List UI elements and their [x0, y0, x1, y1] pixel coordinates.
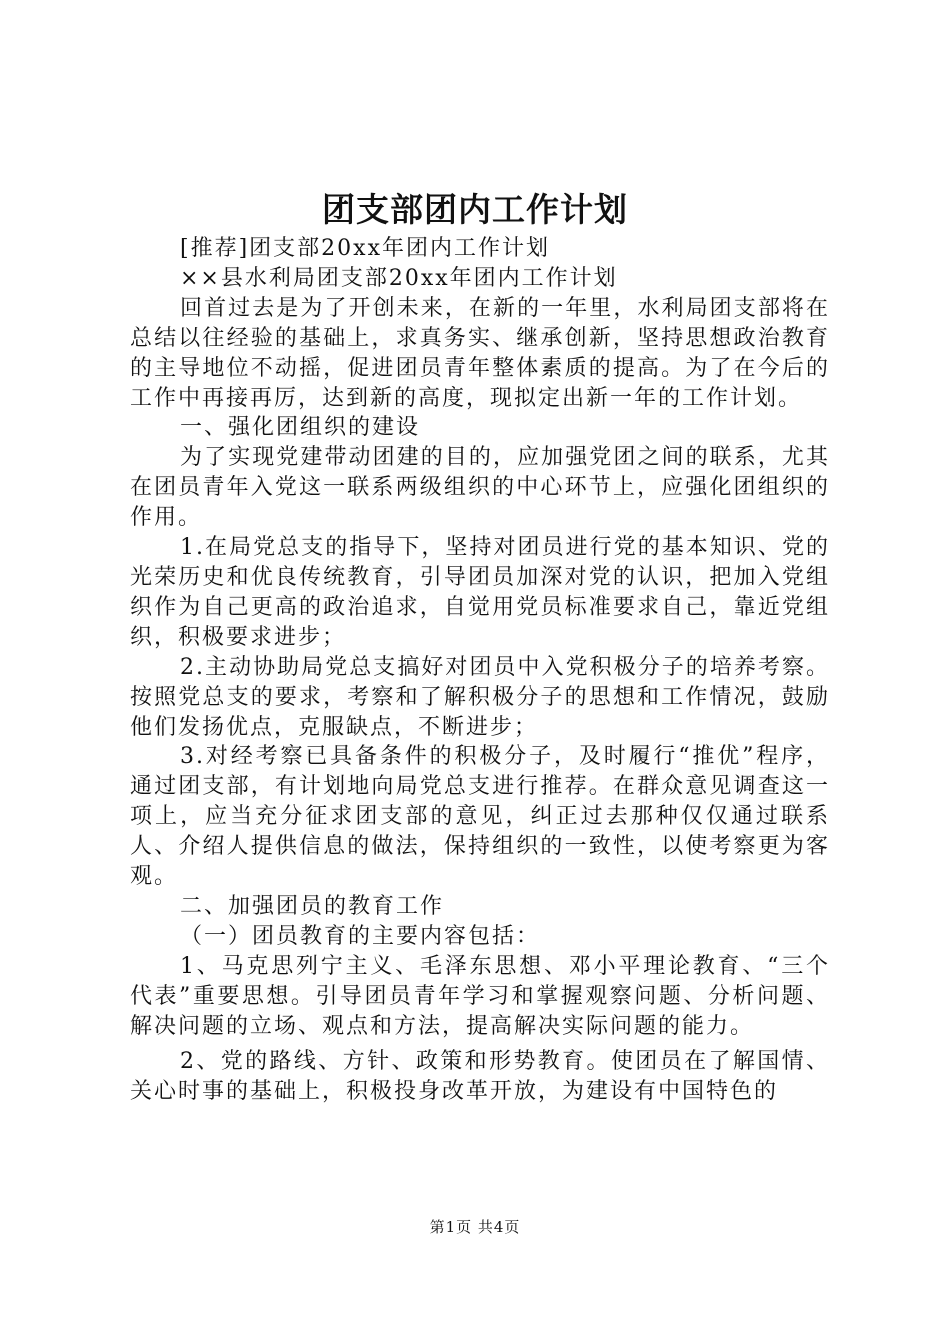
section-heading-1: 一、强化团组织的建设: [180, 415, 421, 441]
paragraph-item-1: 1.在局党总支的指导下，坚持对团员进行党的基本知识、党的光荣历史和优良传统教育，引导团员加深对党的认识，把加入党组织作为自己更高的政治追求，自觉用党员标准要求自己，靠近党组织，积极要求进步；: [130, 535, 830, 650]
paragraph-item-2: 2.主动协助局党总支搞好对团员中入党积极分子的培养考察。按照党总支的要求，考察和了解积极分子的思想和工作情况，鼓励他们发扬优点，克服缺点，不断进步；: [130, 654, 830, 740]
paragraph-intro: 回首过去是为了开创未来，在新的一年里，水利局团支部将在总结以往经验的基础上，求真务实、继承创新，坚持思想政治教育的主导地位不动摇，促进团员青年整体素质的提高。为了在今后的工作中再接再厉，达到新的高度，现拟定出新一年的工作计划。: [130, 295, 830, 411]
page-footer: 第1页 共4页: [429, 1218, 521, 1236]
paragraph-education-1: 1、马克思列宁主义、毛泽东思想、邓小平理论教育、“三个代表”重要思想。引导团员青年学习和掌握观察问题、分析问题、解决问题的立场、观点和方法，提高解决实际问题的能力。: [130, 953, 830, 1039]
paragraph-recommend-heading: [推荐]团支部20xx年团内工作计划: [180, 236, 550, 261]
subsection-heading-1: （一）团员教育的主要内容包括：: [180, 923, 541, 949]
document-body: [130, 234, 830, 1107]
paragraph-subtitle: ××县水利局团支部20xx年团内工作计划: [180, 265, 618, 291]
document-title: 团支部团内工作计划: [322, 190, 628, 229]
paragraph-section-1-intro: 为了实现党建带动团建的目的，应加强党团之间的联系，尤其在团员青年入党这一联系两级组织的中心环节上，应强化团组织的作用。: [130, 445, 830, 531]
paragraph-item-3: 3.对经考察已具备条件的积极分子，及时履行“推优”程序，通过团支部，有计划地向局党总支进行推荐。在群众意见调查这一项上，应当充分征求团支部的意见，纠正过去那种仅仅通过联系人、介绍人提供信息的做法，保持组织的一致性，以使考察更为客观。: [130, 744, 830, 890]
section-heading-2: 二、加强团员的教育工作: [180, 893, 445, 919]
paragraph-education-2: 2、党的路线、方针、政策和形势教育。使团员在了解国情、关心时事的基础上，积极投身改革开放，为建设有中国特色的: [130, 1049, 830, 1105]
